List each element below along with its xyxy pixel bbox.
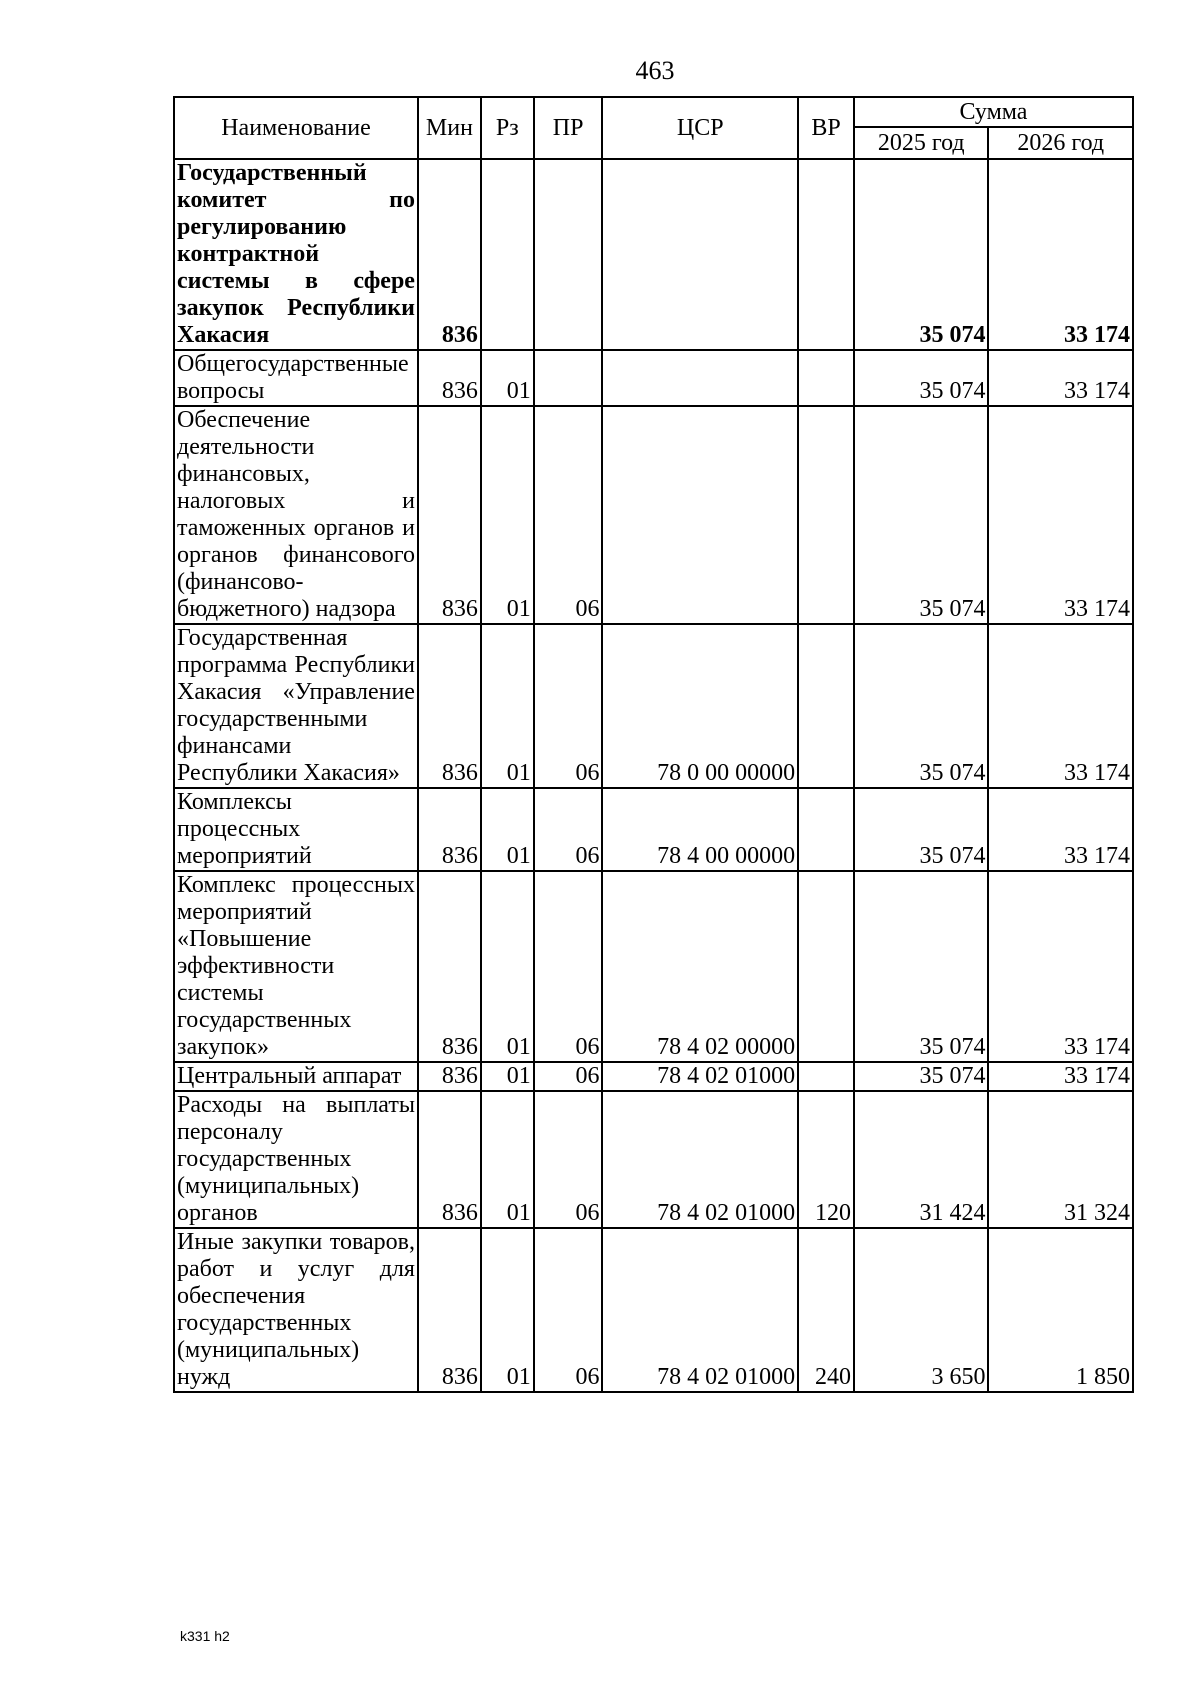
header-rz: Рз: [481, 97, 534, 159]
header-name: Наименование: [174, 97, 418, 159]
cell-2026: 1 850: [988, 1228, 1133, 1392]
cell-vr: [798, 624, 854, 788]
cell-2026: 31 324: [988, 1091, 1133, 1228]
table-row: [174, 624, 1133, 788]
cell-2026: 33 174: [988, 406, 1133, 624]
cell-min: 836: [418, 1091, 481, 1228]
cell-csr: 78 4 00 00000: [602, 788, 798, 871]
cell-rz: 01: [481, 350, 534, 406]
header-2025: 2025 год: [854, 127, 989, 159]
cell-2025: 35 074: [854, 624, 989, 788]
cell-csr: [602, 159, 798, 350]
table-row: [174, 1091, 1133, 1228]
cell-2026: 33 174: [988, 350, 1133, 406]
cell-2026: 33 174: [988, 1062, 1133, 1091]
cell-name: Центральный аппарат: [174, 1062, 418, 1091]
cell-min: 836: [418, 624, 481, 788]
cell-pr: 06: [534, 871, 603, 1062]
cell-2025: 3 650: [854, 1228, 989, 1392]
footer-code: k331 h2: [180, 1628, 230, 1644]
table-row: [174, 1228, 1133, 1392]
cell-2025: 35 074: [854, 1062, 989, 1091]
table-row: [174, 159, 1133, 350]
cell-pr: 06: [534, 788, 603, 871]
table-row: [174, 350, 1133, 406]
cell-name: Иные закупки товаров, работ и услуг для обеспечения государственных (муниципальных) нужд: [174, 1228, 418, 1392]
cell-name: Комплексы процессных мероприятий: [174, 788, 418, 871]
header-pr: ПР: [534, 97, 603, 159]
cell-vr: [798, 406, 854, 624]
cell-csr: 78 0 00 00000: [602, 624, 798, 788]
cell-csr: 78 4 02 01000: [602, 1228, 798, 1392]
cell-rz: 01: [481, 624, 534, 788]
cell-vr: 240: [798, 1228, 854, 1392]
cell-2025: 35 074: [854, 159, 989, 350]
cell-name: Расходы на выплаты персоналу государственных (муниципальных) органов: [174, 1091, 418, 1228]
cell-rz: 01: [481, 871, 534, 1062]
cell-2025: 35 074: [854, 350, 989, 406]
cell-pr: 06: [534, 406, 603, 624]
header-csr: ЦСР: [602, 97, 798, 159]
cell-vr: [798, 871, 854, 1062]
page-number: 463: [635, 56, 675, 85]
cell-min: 836: [418, 788, 481, 871]
cell-min: 836: [418, 871, 481, 1062]
cell-name: Государственная программа Республики Хакасия «Управление государственными финансами Республики Хакасия»: [174, 624, 418, 788]
cell-rz: 01: [481, 1091, 534, 1228]
cell-2025: 35 074: [854, 406, 989, 624]
cell-csr: [602, 406, 798, 624]
cell-rz: 01: [481, 406, 534, 624]
cell-2025: 31 424: [854, 1091, 989, 1228]
table-body: [174, 159, 1133, 1392]
cell-csr: [602, 350, 798, 406]
cell-vr: 120: [798, 1091, 854, 1228]
cell-2026: 33 174: [988, 788, 1133, 871]
cell-csr: 78 4 02 01000: [602, 1062, 798, 1091]
table-row: [174, 1062, 1133, 1091]
cell-name: Государственный комитет по регулированию контрактной системы в сфере закупок Республики Хакасия: [174, 159, 418, 350]
cell-min: 836: [418, 1228, 481, 1392]
cell-pr: 06: [534, 1062, 603, 1091]
cell-name: Комплекс процессных мероприятий «Повышение эффективности системы государственных закупок»: [174, 871, 418, 1062]
budget-table: [173, 96, 1134, 1393]
cell-csr: 78 4 02 00000: [602, 871, 798, 1062]
cell-pr: 06: [534, 624, 603, 788]
cell-2026: 33 174: [988, 624, 1133, 788]
table-row: [174, 871, 1133, 1062]
cell-csr: 78 4 02 01000: [602, 1091, 798, 1228]
cell-rz: [481, 159, 534, 350]
cell-pr: 06: [534, 1091, 603, 1228]
header-row: [174, 97, 1133, 127]
table-row: [174, 406, 1133, 624]
cell-pr: [534, 350, 603, 406]
cell-2025: 35 074: [854, 788, 989, 871]
header-vr: ВР: [798, 97, 854, 159]
cell-vr: [798, 1062, 854, 1091]
cell-vr: [798, 788, 854, 871]
table-row: [174, 788, 1133, 871]
cell-pr: 06: [534, 1228, 603, 1392]
cell-min: 836: [418, 159, 481, 350]
cell-pr: [534, 159, 603, 350]
cell-rz: 01: [481, 788, 534, 871]
cell-name: Обеспечение деятельности финансовых, налоговых и таможенных органов и органов финансового (финансово-бюджетного) надзора: [174, 406, 418, 624]
cell-rz: 01: [481, 1228, 534, 1392]
header-sum: Сумма: [854, 97, 1133, 127]
cell-2026: 33 174: [988, 159, 1133, 350]
cell-rz: 01: [481, 1062, 534, 1091]
cell-min: 836: [418, 406, 481, 624]
cell-min: 836: [418, 1062, 481, 1091]
cell-2026: 33 174: [988, 871, 1133, 1062]
cell-vr: [798, 159, 854, 350]
header-min: Мин: [418, 97, 481, 159]
cell-vr: [798, 350, 854, 406]
header-2026: 2026 год: [988, 127, 1133, 159]
cell-2025: 35 074: [854, 871, 989, 1062]
cell-name: Общегосударственные вопросы: [174, 350, 418, 406]
cell-min: 836: [418, 350, 481, 406]
